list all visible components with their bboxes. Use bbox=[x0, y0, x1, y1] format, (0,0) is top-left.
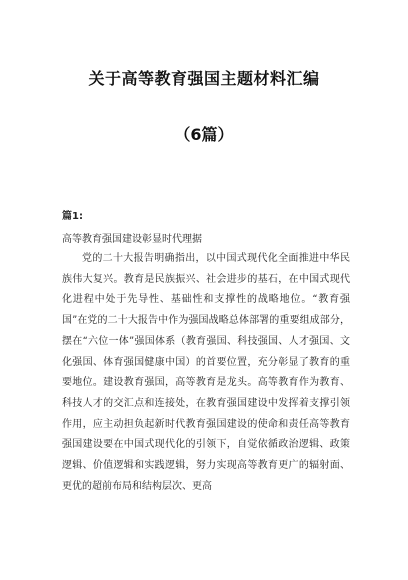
document-title: 关于高等教育强国主题材料汇编 bbox=[88, 69, 320, 88]
body-paragraph: 党的二十大报告明确指出，以中国式现代化全面推进中华民族伟大复兴。教育是民族振兴、社会进步的基石，在中国式现代化进程中处于先导性、基础性和支撑性的战略地位。“教育强国”在党的二十大报告中作为强国战略总体部署的重要组成部分，摆在“六位一体”强国体系（教育强国、科技强国、人才强国、文化强国、体育强国健康中国）的首要位置，充分彰显了教育的重要地位。建设教育强国，高等教育是龙头。高等教育作为教育、科技人才的交汇点和连接处，在教育强国建设中发挥着支撑引领作用，应主动担负起新时代教育强国建设的使命和责任高等教育强国建设要在中国式现代化的引领下，自觉依循政治逻辑、政策逻辑、价值逻辑和实践逻辑，努力实现高等教育更广的辐射面、更优的超前布局和结构层次、更高 bbox=[62, 253, 350, 492]
document-subtitle: （6篇） bbox=[174, 125, 234, 144]
article-heading: 高等教育强国建设彰显时代理据 bbox=[62, 234, 202, 245]
section-label: 篇1: bbox=[62, 211, 83, 222]
